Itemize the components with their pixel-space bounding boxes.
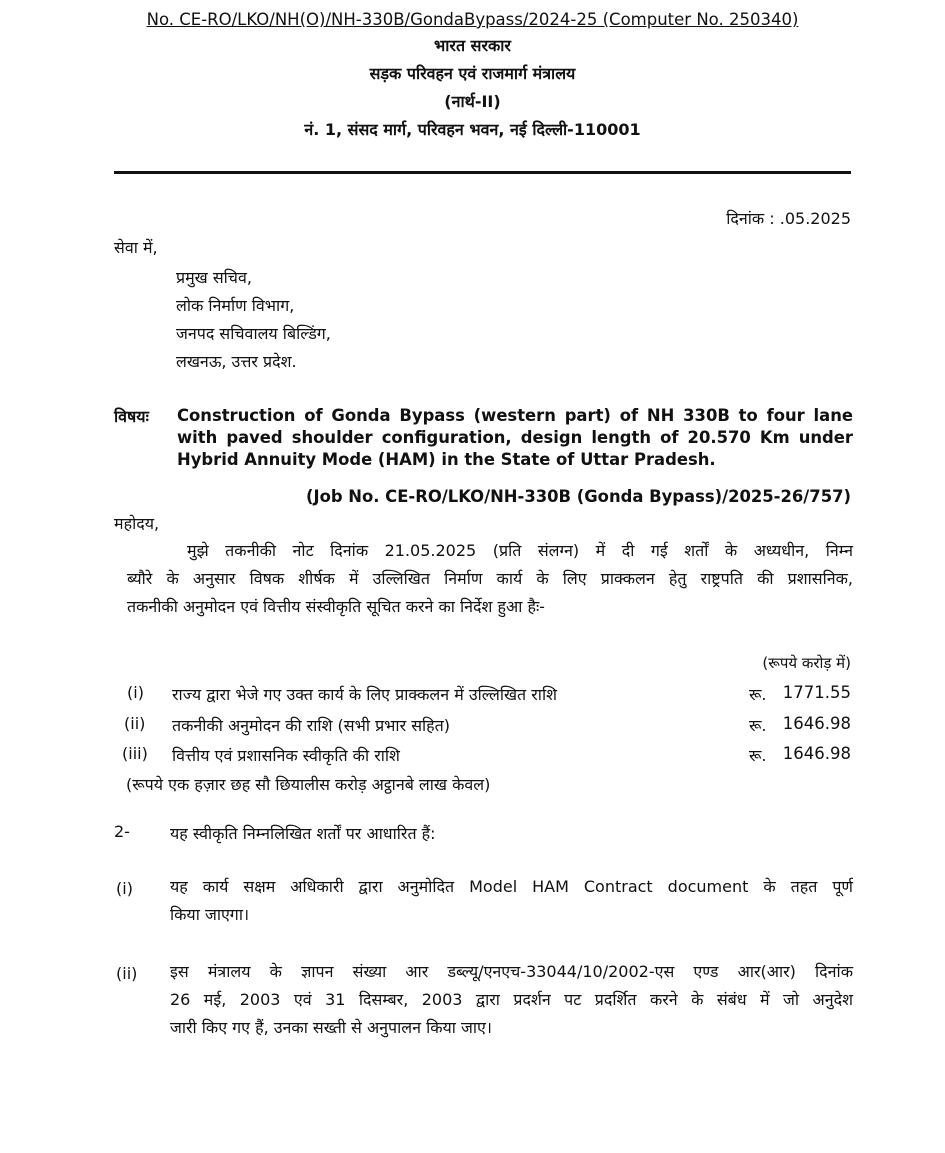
greeting: महोदय, bbox=[114, 514, 160, 533]
intro-line: ब्यौरे के अनुसार विषक शीर्षक में उल्लिखित निर्माण कार्य के लिए प्राक्कलन हेतु राष्ट्रपति की प्रशासनिक, bbox=[127, 569, 853, 588]
amount-row-index: (ii) bbox=[124, 714, 146, 733]
section-heading: यह स्वीकृति निम्नलिखित शर्तों पर आधारित हैं: bbox=[170, 824, 436, 843]
addressee-line: लखनऊ, उत्तर प्रदेश. bbox=[176, 352, 297, 371]
header-ministry: सड़क परिवहन एवं राजमार्ग मंत्रालय bbox=[369, 64, 576, 83]
amount-row-index: (iii) bbox=[122, 744, 148, 763]
file-number: No. CE-RO/LKO/NH(O)/NH-330B/GondaBypass/2024-25 (Computer No. 250340) bbox=[146, 10, 799, 29]
condition-text bbox=[170, 873, 853, 929]
addressee-line: प्रमुख सचिव, bbox=[176, 268, 252, 287]
amount-row-value: 1646.98 bbox=[782, 744, 851, 763]
amount-unit-note: (रूपये करोड़ में) bbox=[762, 654, 851, 672]
subject-line: Hybrid Annuity Mode (HAM) in the State of Uttar Pradesh. bbox=[177, 450, 716, 469]
amount-row-currency: रू. bbox=[749, 746, 767, 765]
amount-row-currency: रू. bbox=[749, 685, 767, 704]
amount-row-text: वित्तीय एवं प्रशासनिक स्वीकृति की राशि bbox=[172, 746, 400, 765]
amount-in-words: (रूपये एक हज़ार छह सौ छियालीस करोड़ अट्ठानबे लाख केवल) bbox=[126, 775, 491, 794]
amount-row-value: 1771.55 bbox=[782, 683, 851, 702]
condition-text bbox=[170, 958, 853, 1042]
subject-label: विषयः bbox=[114, 407, 149, 426]
addressee-line: जनपद सचिवालय बिल्डिंग, bbox=[176, 324, 331, 343]
amount-row-text: तकनीकी अनुमोदन की राशि (सभी प्रभार सहित) bbox=[172, 716, 451, 735]
header-division: (नार्थ-II) bbox=[444, 92, 501, 111]
header-divider bbox=[114, 171, 851, 174]
job-number: (Job No. CE-RO/LKO/NH-330B (Gonda Bypass)/2025-26/757) bbox=[305, 487, 851, 506]
subject-line: Construction of Gonda Bypass (western part) of NH 330B to four lane bbox=[177, 406, 853, 425]
condition-line: जारी किए गए हैं, उनका सख्ती से अनुपालन किया जाए। bbox=[170, 1018, 492, 1037]
condition-line: किया जाएगा। bbox=[170, 905, 250, 924]
amount-row-value: 1646.98 bbox=[782, 714, 851, 733]
condition-line: यह कार्य सक्षम अधिकारी द्वारा अनुमोदित Model HAM Contract document के तहत पूर्ण bbox=[170, 877, 853, 896]
section-number: 2- bbox=[114, 822, 130, 841]
condition-line: इस मंत्रालय के ज्ञापन संख्या आर डब्ल्यू/एनएच-33044/10/2002-एस एण्ड आर(आर) दिनांक bbox=[170, 962, 853, 981]
addressee-line: लोक निर्माण विभाग, bbox=[176, 296, 295, 315]
header-address: नं. 1, संसद मार्ग, परिवहन भवन, नई दिल्ली-110001 bbox=[304, 120, 641, 139]
amount-row-currency: रू. bbox=[749, 716, 767, 735]
amount-row-index: (i) bbox=[127, 683, 144, 702]
amount-row-text: राज्य द्वारा भेजे गए उक्त कार्य के लिए प्राक्कलन में उल्लिखित राशि bbox=[172, 685, 557, 704]
condition-line: 26 मई, 2003 एवं 31 दिसम्बर, 2003 द्वारा प्रदर्शन पट प्रदर्शित करने के संबंध में जो अनुदेश bbox=[170, 990, 853, 1009]
addressee-to: सेवा में, bbox=[114, 238, 158, 257]
subject-line: with paved shoulder configuration, design length of 20.570 Km under bbox=[177, 428, 853, 447]
condition-index: (ii) bbox=[116, 964, 138, 983]
letter-date: दिनांक : .05.2025 bbox=[726, 209, 851, 228]
subject-text bbox=[177, 405, 853, 471]
intro-line: तकनीकी अनुमोदन एवं वित्तीय संस्वीकृति सूचित करने का निर्देश हुआ हैः- bbox=[127, 597, 545, 616]
header-government: भारत सरकार bbox=[434, 36, 511, 55]
intro-line: मुझे तकनीकी नोट दिनांक 21.05.2025 (प्रति संलग्न) में दी गई शर्तों के अध्यधीन, निम्न bbox=[187, 541, 853, 560]
intro-paragraph bbox=[127, 537, 853, 621]
condition-index: (i) bbox=[116, 879, 133, 898]
